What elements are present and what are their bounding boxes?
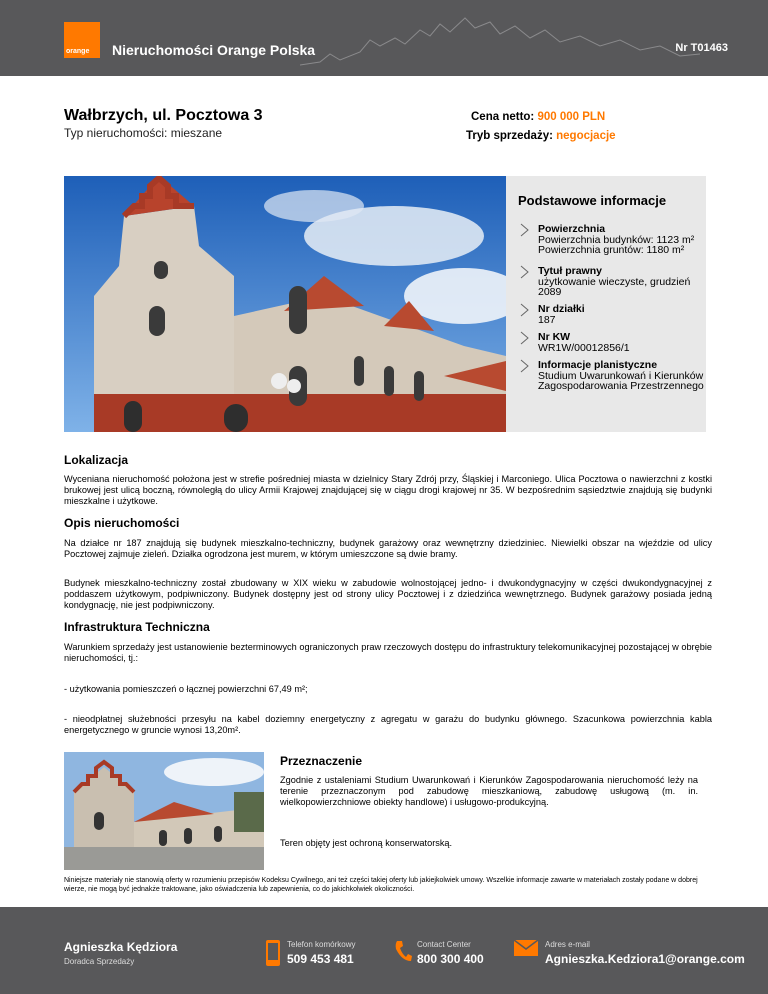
mail-icon <box>513 939 539 957</box>
mobile-phone-icon <box>265 939 281 967</box>
description-heading: Opis nieruchomości <box>64 516 180 530</box>
location-heading: Lokalizacja <box>64 453 129 467</box>
brand-name: Nieruchomości Orange Polska <box>112 42 316 58</box>
property-title: Wałbrzych, ul. Pocztowa 3 <box>64 107 263 124</box>
chevron-right-icon <box>520 303 530 317</box>
page-header <box>0 0 768 76</box>
info-item-area <box>538 224 704 256</box>
legal-disclaimer: Niniejsze materiały nie stanowią oferty w rozumieniu przepisów Kodeksu Cywilnego, ani też części takiej oferty lub jakiejkolwiek umowy. Wszelkie informacje zawarte w materiałach zostały podane w dobrej wierze, nie mogą być jednakże traktowane, jako oświadczenia lub zapewnienia, co do jakichkolwiek okoliczności. <box>64 877 698 893</box>
info-item-title <box>538 266 704 298</box>
city-skyline-decoration <box>300 10 700 70</box>
orange-logo[interactable] <box>64 22 100 58</box>
mobile-label: Telefon komórkowy <box>287 940 356 949</box>
description-text-1: Na działce nr 187 znajdują się budynek mieszkalno-techniczny, budynek garażowy oraz wewnętrzny dziedziniec. Niewielki obszar na wjeździe od ulicy Pocztowej zajmuje zieleń. Działka ogrodzona jest murem, w którym umieszczone są dwie bramy. <box>64 538 712 559</box>
info-value: 187 <box>538 313 556 326</box>
infrastructure-text-1: Warunkiem sprzedaży jest ustanowienie bezterminowych ograniczonych praw rzeczowych dostępu do infrastruktury telekomunikacyjnej pozostającej w obrębie nieruchomości, tj.: <box>64 642 712 663</box>
info-label: Informacje planistyczne <box>538 359 658 371</box>
info-value: Powierzchnia budynków: 1123 m² <box>538 233 695 246</box>
infrastructure-text-2: - użytkowania pomieszczeń o łącznej powierzchni 67,49 m²; <box>64 684 308 694</box>
property-type: Typ nieruchomości: mieszane <box>64 126 223 140</box>
info-label: Powierzchnia <box>538 223 606 235</box>
info-item-plot <box>538 304 704 325</box>
purpose-text-2: Teren objęty jest ochroną konserwatorską. <box>280 838 453 848</box>
chevron-right-icon <box>520 265 530 279</box>
basic-info-heading: Podstawowe informacje <box>518 193 667 208</box>
description-text-2: Budynek mieszkalno-techniczny został zbudowany w XIX wieku w zabudowie wolnostojącej jedno- i dwukondygnacyjny w części dwukondygnacyjnej z poddaszem użytkowym, podpiwniczony. Budynek dostępny jest od strony ulicy Pocztowej i z dziedzińca wewnętrznego. Budynek garażowy posiada jedną kondygnację, nie jest podpiwniczony. <box>64 578 712 610</box>
basic-info-panel <box>506 176 706 432</box>
sale-mode-line <box>466 130 616 142</box>
price-line <box>471 111 605 123</box>
infrastructure-heading: Infrastruktura Techniczna <box>64 620 210 634</box>
infrastructure-text-3: - nieodpłatnej służebności przesyłu na kabel doziemny energetyczny z agregatu w garażu do budynku głównego. Szacunkowa powierzchnia kabla energetycznego w gruncie wynosi 13,20m². <box>64 714 712 735</box>
chevron-right-icon <box>520 331 530 345</box>
info-value: WR1W/00012856/1 <box>538 341 630 354</box>
purpose-text-1: Zgodnie z ustaleniami Studium Uwarunkowań i Kierunków Zagospodarowania nieruchomość leży na terenie przeznaczonym pod zabudowę mieszkaniową, zabudowę usługową (m. in. wielkopowierzchniowe obiekty handlowe) i usługowo-produkcyjną. <box>280 775 698 807</box>
info-value: Powierzchnia gruntów: 1180 m² <box>538 244 685 256</box>
price-label: Cena netto: <box>471 111 535 123</box>
email-address[interactable]: Agnieszka.Kedziora1@orange.com <box>545 952 745 966</box>
logo-text: orange <box>66 48 90 55</box>
price-value: 900 000 PLN <box>537 111 606 123</box>
contact-center-label: Contact Center <box>417 940 471 949</box>
agent-role: Doradca Sprzedaży <box>64 957 135 966</box>
info-label: Nr działki <box>538 303 585 315</box>
chevron-right-icon <box>520 359 530 373</box>
sale-mode-value: negocjacje <box>556 130 616 142</box>
property-photo-secondary <box>64 752 264 870</box>
info-item-planning <box>538 360 704 392</box>
property-photo <box>64 176 506 432</box>
purpose-heading: Przeznaczenie <box>280 754 363 768</box>
info-value: użytkowanie wieczyste, grudzień 2089 <box>538 275 691 298</box>
chevron-right-icon <box>520 223 530 237</box>
info-label: Nr KW <box>538 331 571 343</box>
reference-number: Nr T01463 <box>675 42 728 54</box>
mobile-number[interactable]: 509 453 481 <box>287 952 354 966</box>
location-text: Wyceniana nieruchomość położona jest w strefie pośredniej miasta w dzielnicy Stary Zdrój przy, Śląskiej i Marconiego. Ulica Pocztowa o nawierzchni z kostki brukowej jest ulicą boczną, równoległą do ulicy Armii Krajowej znajdującej się w ciągu drogi krajowej nr 35. W bezpośrednim sąsiedztwie znajdują się budynki mieszkalne i użytkowe. <box>64 474 712 506</box>
info-value: Studium Uwarunkowań i Kierunków Zagospodarowania Przestrzennego <box>538 369 704 392</box>
email-label: Adres e-mail <box>545 940 590 949</box>
info-item-kw <box>538 332 704 353</box>
sale-mode-label: Tryb sprzedaży: <box>466 130 553 142</box>
contact-footer <box>0 907 768 994</box>
phone-handset-icon <box>394 939 412 963</box>
contact-center-number[interactable]: 800 300 400 <box>417 952 484 966</box>
info-label: Tytuł prawny <box>538 265 602 277</box>
agent-name: Agnieszka Kędziora <box>64 940 178 954</box>
